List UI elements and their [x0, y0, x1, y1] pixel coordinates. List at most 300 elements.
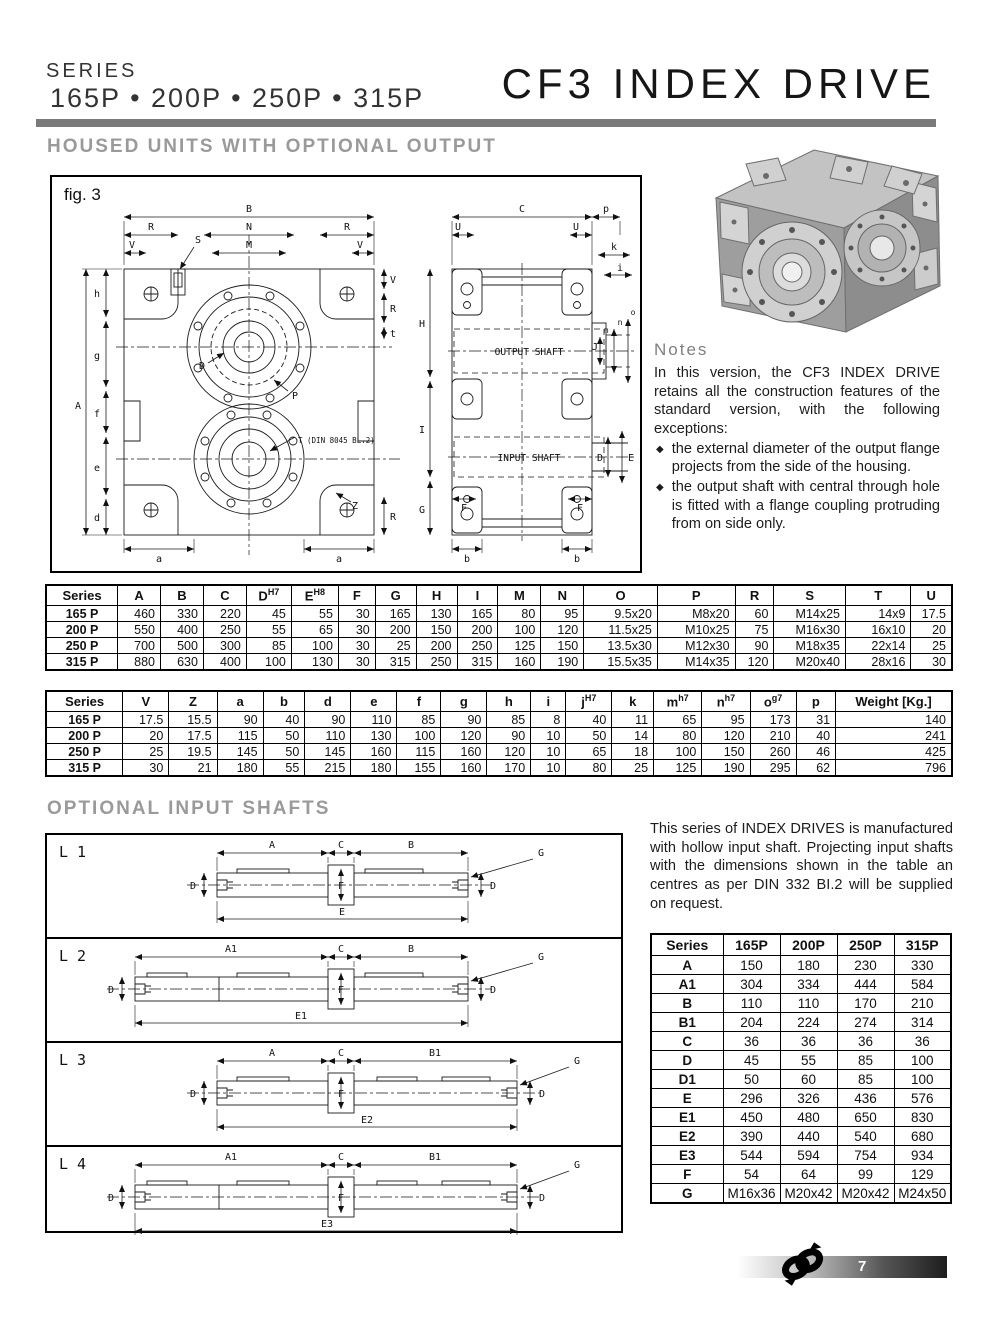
product-photo	[686, 136, 956, 343]
table-cell: 31	[796, 712, 835, 728]
table-cell: 754	[837, 1146, 894, 1165]
table-cell: 160	[498, 654, 541, 671]
row-header: E	[651, 1089, 723, 1108]
input-shaft-panel-l1	[47, 835, 621, 939]
row-header: C	[651, 1032, 723, 1051]
table-cell: 584	[894, 975, 951, 994]
table-cell: 165	[375, 606, 416, 622]
svg-text:E: E	[338, 907, 346, 918]
svg-text:P: P	[291, 391, 299, 402]
svg-text:E: E	[627, 453, 635, 464]
column-header: d	[305, 691, 351, 712]
svg-text:E2: E2	[360, 1115, 374, 1126]
series-label: SERIES	[46, 60, 138, 82]
table-cell: 11.5x25	[584, 622, 658, 638]
svg-text:A: A	[268, 840, 276, 851]
svg-text:D: D	[189, 881, 197, 892]
svg-text:i: i	[616, 263, 624, 274]
table-cell: 15.5x35	[584, 654, 658, 671]
table-cell: 326	[780, 1089, 837, 1108]
table-cell: 190	[702, 760, 750, 777]
row-header: B	[651, 994, 723, 1013]
table-cell: 296	[723, 1089, 780, 1108]
table-cell: 95	[702, 712, 750, 728]
table-cell: 30	[338, 654, 375, 671]
svg-text:D: D	[538, 1089, 546, 1100]
table-row	[651, 1070, 951, 1089]
svg-text:S: S	[194, 235, 202, 246]
shaft-outline	[107, 1177, 542, 1217]
column-header: b	[263, 691, 305, 712]
table-cell: 14	[612, 728, 654, 744]
svg-text:U: U	[572, 222, 580, 233]
table-cell: 120	[702, 728, 750, 744]
column-header: $m^{h7}$	[654, 691, 702, 712]
column-header: $o^{g7}$	[750, 691, 796, 712]
svg-text:D: D	[489, 985, 497, 996]
svg-text:a: a	[335, 554, 343, 565]
table-cell: 110	[723, 994, 780, 1013]
column-header: B	[161, 585, 204, 606]
column-header: A	[118, 585, 161, 606]
table-cell: 115	[397, 744, 441, 760]
table-row	[651, 975, 951, 994]
table-cell: 200	[416, 638, 457, 654]
table-cell: 250	[416, 654, 457, 671]
table-cell: 30	[911, 654, 952, 671]
table-cell: 65	[566, 744, 612, 760]
svg-text:E1: E1	[294, 1011, 308, 1022]
page-title: CF3 INDEX DRIVE	[501, 60, 936, 107]
table-row	[651, 994, 951, 1013]
table-cell: 210	[750, 728, 796, 744]
table-cell: 130	[416, 606, 457, 622]
section-heading-optional-input-shafts: OPTIONAL INPUT SHAFTS	[47, 798, 331, 819]
table-cell: 100	[246, 654, 291, 671]
row-header: B1	[651, 1013, 723, 1032]
row-header: E2	[651, 1127, 723, 1146]
table-cell: 880	[118, 654, 161, 671]
column-header: a	[217, 691, 263, 712]
table-cell: 436	[837, 1089, 894, 1108]
table-cell: 99	[837, 1165, 894, 1184]
table-cell: 125	[654, 760, 702, 777]
column-header: Series	[46, 585, 118, 606]
row-header: E3	[651, 1146, 723, 1165]
table-cell: 295	[750, 760, 796, 777]
input-shaft-drawings-box	[45, 833, 623, 1233]
svg-text:e: e	[93, 463, 101, 474]
svg-text:E3: E3	[320, 1219, 334, 1230]
notes-bullet-1	[654, 440, 940, 477]
table-cell: 28x16	[846, 654, 911, 671]
svg-text:d: d	[93, 513, 101, 524]
table-cell: 60	[735, 606, 774, 622]
table-cell: 40	[796, 728, 835, 744]
svg-text:D: D	[489, 881, 497, 892]
table-cell: 85	[397, 712, 441, 728]
row-header: 200 P	[46, 622, 118, 638]
column-header: Series	[46, 691, 123, 712]
row-header: 165 P	[46, 712, 123, 728]
table-cell: 330	[161, 606, 204, 622]
table-cell: 204	[723, 1013, 780, 1032]
svg-text:G: G	[537, 952, 545, 963]
table-cell: 21	[169, 760, 217, 777]
series-values: 165P • 200P • 250P • 315P	[50, 83, 425, 113]
table-cell: 65	[291, 622, 338, 638]
svg-text:A1: A1	[224, 944, 238, 955]
table-cell: M8x20	[657, 606, 735, 622]
table-cell: 13.5x30	[584, 638, 658, 654]
column-header: V	[123, 691, 169, 712]
column-header: 250P	[837, 934, 894, 956]
table-cell: 8	[531, 712, 566, 728]
svg-text:B: B	[245, 204, 253, 215]
table-cell: 30	[338, 606, 375, 622]
column-header: G	[375, 585, 416, 606]
table-cell: 55	[780, 1051, 837, 1070]
shaft-labels	[495, 347, 564, 464]
table-cell: 100	[894, 1051, 951, 1070]
column-header: H	[416, 585, 457, 606]
table-cell: 480	[780, 1108, 837, 1127]
svg-text:G: G	[418, 505, 426, 516]
svg-text:C: C	[337, 1152, 345, 1163]
header-rule	[36, 119, 936, 127]
table-cell: 190	[541, 654, 584, 671]
table-cell: 19.5	[169, 744, 217, 760]
svg-text:U: U	[454, 222, 462, 233]
svg-text:B1: B1	[428, 1048, 442, 1059]
din-note: T (DIN 8045 BL.2)	[298, 436, 375, 445]
table-cell: M14x35	[657, 654, 735, 671]
table-row	[46, 622, 952, 638]
table-cell: 165	[457, 606, 498, 622]
table-cell: 160	[441, 744, 487, 760]
table-cell: 36	[894, 1032, 951, 1051]
row-header: 250 P	[46, 744, 123, 760]
column-header: 315P	[894, 934, 951, 956]
table-cell: 630	[161, 654, 204, 671]
table-cell: 150	[723, 956, 780, 975]
notes-bullet-2-text: the output shaft with central through hole is fitted with a flange coupling protruding from on side only.	[671, 479, 940, 533]
table-cell: 25	[123, 744, 169, 760]
table-cell: 15.5	[169, 712, 217, 728]
table-cell: M12x30	[657, 638, 735, 654]
table-cell: 90	[735, 638, 774, 654]
notes-heading: Notes	[654, 340, 709, 359]
table-cell: 90	[217, 712, 263, 728]
table-cell: 680	[894, 1127, 951, 1146]
column-header: Weight [Kg.]	[836, 691, 952, 712]
svg-text:H: H	[418, 319, 426, 330]
table-cell: 241	[836, 728, 952, 744]
table-cell: 544	[723, 1146, 780, 1165]
table-cell: 140	[836, 712, 952, 728]
table-cell: 46	[796, 744, 835, 760]
table-cell: 300	[203, 638, 246, 654]
table-cell: M20x42	[837, 1184, 894, 1204]
svg-text:F: F	[460, 503, 468, 514]
table-cell: 400	[161, 622, 204, 638]
dimensions-table-1	[45, 584, 953, 671]
table-cell: 45	[246, 606, 291, 622]
table-row	[651, 1127, 951, 1146]
svg-text:R: R	[389, 304, 397, 315]
svg-text:h: h	[93, 289, 101, 300]
column-header: F	[338, 585, 375, 606]
table-cell: 425	[836, 744, 952, 760]
svg-text:D: D	[107, 1193, 115, 1204]
panel-label: L 2	[59, 947, 87, 965]
table-cell: 796	[836, 760, 952, 777]
table-cell: 50	[263, 744, 305, 760]
table-cell: 60	[780, 1070, 837, 1089]
table-cell: 160	[441, 760, 487, 777]
column-header: I	[457, 585, 498, 606]
table-cell: 110	[780, 994, 837, 1013]
svg-text:F: F	[337, 985, 345, 996]
svg-text:D: D	[596, 453, 604, 464]
table-cell: 14x9	[846, 606, 911, 622]
column-header: p	[796, 691, 835, 712]
column-header: T	[846, 585, 911, 606]
table-cell: 120	[541, 622, 584, 638]
svg-text:J: J	[591, 342, 599, 353]
svg-text:C: C	[337, 944, 345, 955]
svg-text:o: o	[630, 308, 636, 317]
table-cell: 934	[894, 1146, 951, 1165]
table-cell: 210	[894, 994, 951, 1013]
table-cell: 120	[487, 744, 531, 760]
table-cell: 17.5	[169, 728, 217, 744]
table-cell: 250	[457, 638, 498, 654]
table-cell: M14x25	[774, 606, 846, 622]
table-cell: 25	[911, 638, 952, 654]
column-header: $D^{H7}$	[246, 585, 291, 606]
input-shaft-dimensions-table	[650, 933, 952, 1204]
table-cell: 314	[894, 1013, 951, 1032]
table-cell: 576	[894, 1089, 951, 1108]
table-cell: 40	[263, 712, 305, 728]
header-row	[46, 691, 952, 712]
table-cell: 450	[723, 1108, 780, 1127]
table-cell: 594	[780, 1146, 837, 1165]
footer-bar	[737, 1256, 947, 1278]
shaft-outline	[187, 1073, 542, 1113]
table-cell: 80	[498, 606, 541, 622]
svg-text:I: I	[418, 425, 426, 436]
table-cell: 215	[305, 760, 351, 777]
table-cell: 250	[203, 622, 246, 638]
table-cell: 540	[837, 1127, 894, 1146]
table-cell: 20	[123, 728, 169, 744]
svg-text:b: b	[573, 554, 581, 565]
table-row	[651, 1051, 951, 1070]
svg-text:V: V	[128, 240, 136, 251]
row-header: F	[651, 1165, 723, 1184]
table-cell: M16x30	[774, 622, 846, 638]
table-cell: 444	[837, 975, 894, 994]
column-header: S	[774, 585, 846, 606]
row-header: E1	[651, 1108, 723, 1127]
svg-text:D: D	[198, 361, 206, 372]
column-header: M	[498, 585, 541, 606]
column-header: Series	[651, 934, 723, 956]
table-row	[651, 1146, 951, 1165]
column-header: U	[911, 585, 952, 606]
table-cell: 700	[118, 638, 161, 654]
table-cell: 315	[375, 654, 416, 671]
table-row	[46, 638, 952, 654]
table-cell: 50	[566, 728, 612, 744]
svg-text:C: C	[518, 204, 526, 215]
table-cell: 10	[531, 728, 566, 744]
svg-text:C: C	[337, 1048, 345, 1059]
table-cell: 220	[203, 606, 246, 622]
row-header: A	[651, 956, 723, 975]
table-cell: 30	[338, 638, 375, 654]
column-header: N	[541, 585, 584, 606]
column-header: k	[612, 691, 654, 712]
optional-input-shafts-text: This series of INDEX DRIVES is manufactured with hollow input shaft. Projecting input shafts with the dimensions shown in the table an centres as per DIN 332 BI.2 will be supplied on request.	[650, 821, 953, 912]
table-cell: 55	[246, 622, 291, 638]
table-cell: 90	[305, 712, 351, 728]
column-header: 165P	[723, 934, 780, 956]
table-row	[46, 654, 952, 671]
table-cell: 150	[702, 744, 750, 760]
row-header: 250 P	[46, 638, 118, 654]
svg-text:A: A	[268, 1048, 276, 1059]
svg-text:F: F	[337, 1193, 345, 1204]
table-row	[46, 712, 952, 728]
svg-text:V: V	[356, 240, 364, 251]
table-cell: 64	[780, 1165, 837, 1184]
table-cell: 17.5	[123, 712, 169, 728]
svg-text:A1: A1	[224, 1152, 238, 1163]
table-cell: 180	[351, 760, 397, 777]
table-cell: 62	[796, 760, 835, 777]
table-cell: 115	[217, 728, 263, 744]
column-header: 200P	[780, 934, 837, 956]
page-number: 7	[858, 1258, 867, 1275]
table-row	[651, 1013, 951, 1032]
table-cell: 260	[750, 744, 796, 760]
table-cell: 390	[723, 1127, 780, 1146]
table-cell: 85	[837, 1051, 894, 1070]
table-cell: 160	[351, 744, 397, 760]
table-row	[46, 728, 952, 744]
brand-logo-icon	[775, 1240, 831, 1293]
svg-text:p: p	[602, 204, 610, 215]
input-shaft-panel-l4	[47, 1147, 621, 1250]
table-cell: 500	[161, 638, 204, 654]
table-cell: 20	[911, 622, 952, 638]
table-cell: 45	[723, 1051, 780, 1070]
table-row	[651, 1089, 951, 1108]
svg-text:B: B	[407, 840, 415, 851]
table-cell: 80	[566, 760, 612, 777]
svg-text:F: F	[337, 881, 345, 892]
svg-text:k: k	[610, 242, 618, 253]
table-row	[651, 1108, 951, 1127]
table-cell: 85	[246, 638, 291, 654]
dimension-lines	[86, 217, 635, 549]
table-row	[651, 956, 951, 975]
column-header: $n^{h7}$	[702, 691, 750, 712]
table-cell: 85	[837, 1070, 894, 1089]
table-cell: 22x14	[846, 638, 911, 654]
table-cell: 180	[217, 760, 263, 777]
table-cell: 130	[351, 728, 397, 744]
table-cell: M20x40	[774, 654, 846, 671]
svg-text:D: D	[189, 1089, 197, 1100]
notes-bullet-2	[654, 478, 940, 534]
table-cell: 100	[894, 1070, 951, 1089]
notes-intro: In this version, the CF3 INDEX DRIVE retains all the construction features of the standard version, with the following exceptions:	[654, 365, 940, 438]
svg-text:Z: Z	[351, 501, 359, 512]
table-row	[651, 1032, 951, 1051]
table-cell: 10	[531, 744, 566, 760]
table-cell: 650	[837, 1108, 894, 1127]
column-header: O	[584, 585, 658, 606]
column-header: g	[441, 691, 487, 712]
header-row	[46, 585, 952, 606]
table-cell: 274	[837, 1013, 894, 1032]
svg-text:V: V	[389, 275, 397, 286]
table-cell: 9.5x20	[584, 606, 658, 622]
panel-label: L 1	[59, 843, 87, 861]
svg-text:D: D	[107, 985, 115, 996]
table-cell: 55	[263, 760, 305, 777]
notes-block	[654, 340, 940, 534]
table-cell: 334	[780, 975, 837, 994]
table-cell: 10	[531, 760, 566, 777]
svg-text:A: A	[74, 401, 82, 412]
svg-text:D: D	[538, 1193, 546, 1204]
gearbox-illustration	[686, 136, 956, 338]
table-cell: 90	[441, 712, 487, 728]
table-cell: 54	[723, 1165, 780, 1184]
svg-text:n: n	[617, 318, 623, 327]
svg-text:N: N	[245, 222, 253, 233]
table-cell: 110	[351, 712, 397, 728]
table-cell: 230	[837, 956, 894, 975]
table-cell: 460	[118, 606, 161, 622]
table-cell: M10x25	[657, 622, 735, 638]
diamond-bullet-icon: ◆	[656, 482, 664, 494]
table-cell: 330	[894, 956, 951, 975]
input-shaft-panel-l3	[47, 1043, 621, 1147]
svg-text:C: C	[337, 840, 345, 851]
dimension-labels	[108, 944, 544, 1022]
column-header: $j^{H7}$	[566, 691, 612, 712]
table-cell: 65	[654, 712, 702, 728]
table-cell: 200	[457, 622, 498, 638]
svg-text:a: a	[155, 554, 163, 565]
row-header: 315 P	[46, 760, 123, 777]
table-cell: 170	[487, 760, 531, 777]
table-cell: 11	[612, 712, 654, 728]
table-cell: 50	[723, 1070, 780, 1089]
table-cell: 100	[291, 638, 338, 654]
table-cell: 30	[338, 622, 375, 638]
dimensions-table-2	[45, 690, 953, 777]
svg-text:G: G	[537, 848, 545, 859]
header-row	[651, 934, 951, 956]
table-cell: 145	[305, 744, 351, 760]
